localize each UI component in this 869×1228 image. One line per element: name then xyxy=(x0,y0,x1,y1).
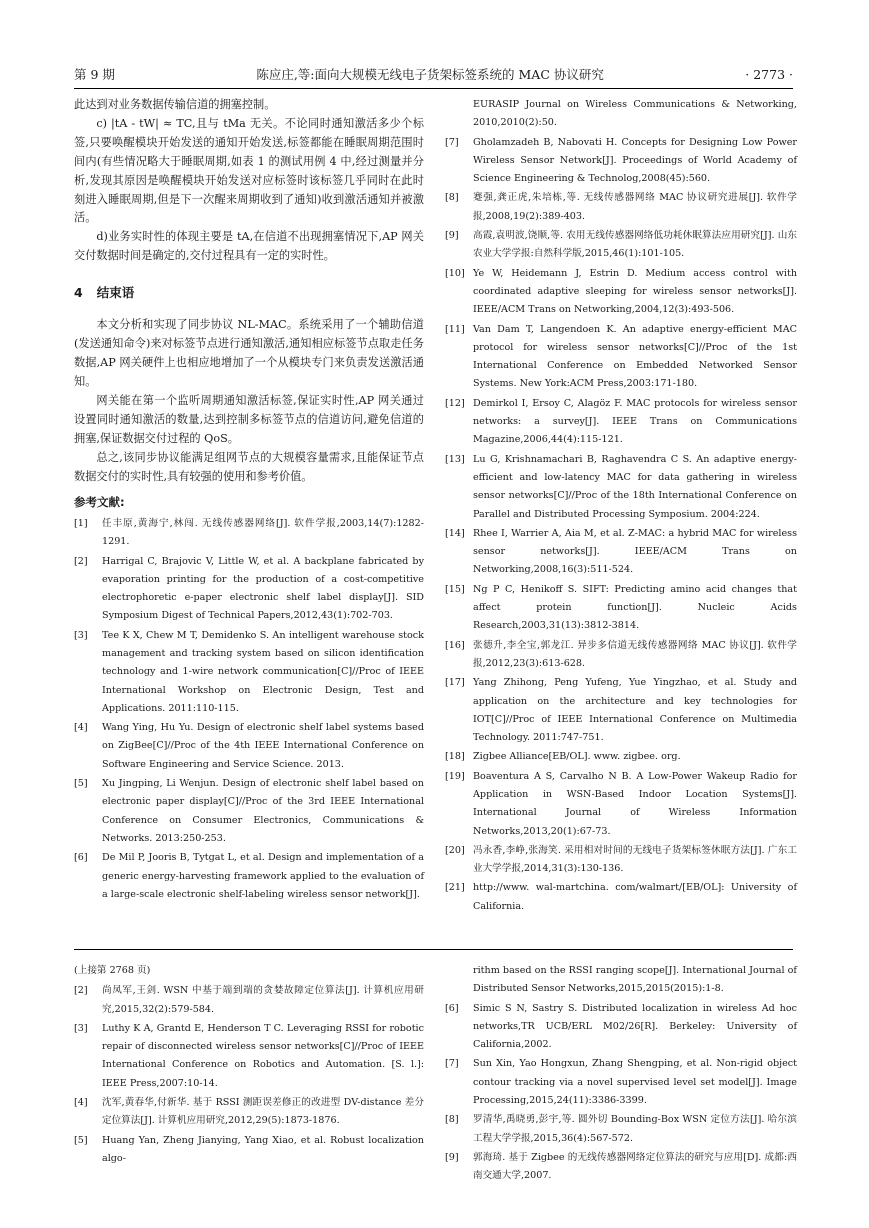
reference-item xyxy=(74,1094,424,1131)
reference-number: [20] xyxy=(445,844,465,856)
reference-item xyxy=(74,515,424,552)
conclusion-paragraph: 网关能在第一个监听周期通知激活标签,保证实时性,AP 网关通过设置同时通知激活的数量,达到控制多标签节点的信道访问,避免信道的拥塞,保证数据交付过程的 QoS。 xyxy=(74,394,424,445)
reference-text: Sun Xin, Yao Hongxun, Zhang Shengping, et al. Non-rigid object contour tracking via a novel supervised level set model[J]. Image Processing,2015,24(11):3386-3399. xyxy=(473,1058,797,1107)
reference-item xyxy=(445,842,797,879)
section-title: 结束语 xyxy=(96,285,135,301)
reference-text: Luthy K A, Grantd E, Henderson T C. Leveraging RSSI for robotic repair of disconnected wireless sensor networks[C]//Proc of IEEE International Conference on Robotics and Automation. [S. l.]: IEEE Press,2007:10-14. xyxy=(102,1022,424,1089)
reference-number: [14] xyxy=(445,527,465,539)
reference-number: [2] xyxy=(74,985,88,997)
reference-number: [10] xyxy=(445,267,465,279)
reference-item xyxy=(74,982,424,1019)
reference-item xyxy=(445,96,797,133)
reference-number xyxy=(445,962,473,999)
reference-item xyxy=(445,748,797,766)
body-paragraph: c) |tA - tW| ≈ TC,且与 tMa 无关。不论同时通知激活多少个标签,只要唤醒模块开始发送的通知开始发送,标签都能在睡眠周期范围时间内(有些情况略大于睡眠周期,如表 1 的测试用例 4 中,经过测量并分析,发现其原因是唤醒模块开始发送对应标签时该标签几乎同时在此时刻进入睡眠周期,但是下一次醒来周期收到了通知)收到激活通知并被激活。 xyxy=(74,116,424,225)
reference-item xyxy=(445,1000,797,1055)
reference-text: 高霞,袁明波,饶顺,等. 农用无线传感器网络低功耗休眠算法应用研究[J]. 山东农业大学学报:自然科学版,2015,46(1):101-105. xyxy=(473,230,797,260)
right-column xyxy=(445,96,797,917)
reference-number: [12] xyxy=(445,397,465,409)
page-header xyxy=(74,62,793,86)
reference-text: Xu Jingping, Li Wenjun. Design of electronic shelf label based on electronic paper display[C]//Proc of the 3rd IEEE International Conference on Consumer Electronics, Communications & Networks. 2013:250-253. xyxy=(102,778,424,844)
reference-text: Yang Zhihong, Peng Yufeng, Yue Yingzhao, et al. Study and application on the architecture and key technologies for IOT[C]//Proc of IEEE International Conference on Multimedia Technology. 2011:747-751. xyxy=(473,677,797,744)
section-heading xyxy=(74,284,424,302)
reference-item xyxy=(445,581,797,636)
reference-number: [13] xyxy=(445,453,465,465)
reference-number: [3] xyxy=(74,1022,88,1034)
reference-item xyxy=(74,849,424,904)
reference-number: [1] xyxy=(74,517,88,529)
reference-text: Demirkol I, Ersoy C, Alagöz F. MAC protocols for wireless sensor networks: a survey[J]. IEEE Trans on Communications Magazine,2006,44(4):115-121. xyxy=(473,397,797,446)
reference-item xyxy=(74,627,424,718)
reference-text: Ng P C, Henikoff S. SIFT: Predicting amino acid changes that affect protein function[J]. Nucleic Acids Research,2003,31(13):3812-3814. xyxy=(473,583,797,632)
reference-number: [5] xyxy=(74,1134,88,1146)
reference-item xyxy=(74,1020,424,1093)
reference-number: [4] xyxy=(74,1097,88,1109)
reference-number: [15] xyxy=(445,583,465,595)
reference-number: [9] xyxy=(445,1151,459,1163)
reference-list xyxy=(445,96,797,916)
reference-number: [6] xyxy=(445,1002,459,1014)
reference-text: De Mil P, Jooris B, Tytgat L, et al. Design and implementation of a generic energy-harvesting framework applied to the evaluation of a large-scale electronic shelf-labeling wireless sensor network[J]. xyxy=(102,852,424,900)
reference-item xyxy=(445,1149,797,1186)
reference-text: http://www. wal-martchina. com/walmart/[EB/OL]: University of California. xyxy=(473,882,797,912)
left-column xyxy=(74,96,424,905)
reference-text: 罗清华,禹晓勇,彭宇,等. 圆外切 Bounding-Box WSN 定位方法[J]. 哈尔滨工程大学学报,2015,36(4):567-572. xyxy=(473,1114,797,1144)
reference-number: [5] xyxy=(74,778,88,790)
header-rule xyxy=(74,88,793,89)
continuation-note: (上接第 2768 页) xyxy=(74,965,151,976)
reference-item xyxy=(74,775,424,848)
reference-number: [18] xyxy=(445,751,465,763)
reference-list xyxy=(445,962,797,1186)
reference-text: 任丰原,黄海宁,林闯. 无线传感器网络[J]. 软件学报,2003,14(7):1282-1291. xyxy=(102,517,424,548)
reference-list xyxy=(74,515,424,904)
reference-number xyxy=(445,96,473,133)
reference-item xyxy=(445,525,797,580)
reference-text: Ye W, Heidemann J, Estrin D. Medium access control with coordinated adaptive sleeping for wireless sensor networks[J]. IEEE/ACM Trans on Networking,2004,12(3):493-506. xyxy=(473,267,797,316)
reference-number: [4] xyxy=(74,722,88,734)
reference-number: [19] xyxy=(445,770,465,782)
reference-number: [8] xyxy=(445,192,459,204)
reference-item xyxy=(445,962,797,999)
reference-item xyxy=(74,719,424,774)
reference-number: [9] xyxy=(445,230,459,242)
reference-item xyxy=(74,1132,424,1169)
conclusion-paragraph: 本文分析和实现了同步协议 NL-MAC。系统采用了一个辅助信道(发送通知命令)来对标签节点进行通知激活,通知相应标签节点取走任务数据,AP 网关硬件上也相应地增加了一个从模块专门来负责发送激活通知。 xyxy=(74,318,424,389)
reference-text: 冯永香,李峥,张海笑. 采用相对时间的无线电子货架标签休眠方法[J]. 广东工业大学学报,2014,31(3):130-136. xyxy=(473,844,797,875)
reference-text: Simic S N, Sastry S. Distributed localization in wireless Ad hoc networks,TR UCB/ERL M02/26[R]. Berkeley: University of California,2002. xyxy=(473,1002,797,1051)
reference-item xyxy=(445,451,797,524)
reference-text: 蹇强,龚正虎,朱培栋,等. 无线传感器网络 MAC 协议研究进展[J]. 软件学报,2008,19(2):389-403. xyxy=(473,192,797,222)
reference-number: [6] xyxy=(74,852,88,864)
reference-text: 沈军,黄春华,付新华. 基于 RSSI 测距误差修正的改进型 DV-distance 差分定位算法[J]. 计算机应用研究,2012,29(5):1873-1876. xyxy=(102,1097,424,1127)
reference-item xyxy=(445,879,797,916)
reference-number: [7] xyxy=(445,1058,459,1070)
reference-text: 张德升,李全宝,郭龙江. 异步多信道无线传感器网络 MAC 协议[J]. 软件学报,2012,23(3):613-628. xyxy=(473,639,797,669)
reference-text: EURASIP Journal on Wireless Communications & Networking, 2010,2010(2):50. xyxy=(473,99,797,129)
body-paragraph: 此达到对业务数据传输信道的拥塞控制。 xyxy=(74,98,276,111)
reference-item xyxy=(445,189,797,226)
reference-number: [8] xyxy=(445,1114,459,1126)
reference-number: [16] xyxy=(445,639,465,651)
reference-item xyxy=(74,553,424,626)
reference-text: Rhee I, Warrier A, Aia M, et al. Z-MAC: a hybrid MAC for wireless sensor networks[J]. IEEE/ACM Trans on Networking,2008,16(3):511-524. xyxy=(473,527,797,576)
references-heading: 参考文献: xyxy=(74,494,125,509)
body-paragraph: d)业务实时性的体现主要是 tA,在信道不出现拥塞情况下,AP 网关交付数据时间是确定的,交付过程具有一定的实时性。 xyxy=(74,230,424,263)
conclusion-paragraph: 总之,该同步协议能满足组网节点的大规模容量需求,且能保证节点数据交付的实时性,具有较强的使用和参考价值。 xyxy=(74,450,424,483)
reference-text: Lu G, Krishnamachari B, Raghavendra C S. An adaptive energy-efficient and low-latency MAC for data gathering in wireless sensor networks[C]//Proc of the 18th International Conference on Parallel and Distributed Processing Symposium. 2004:224. xyxy=(473,453,797,520)
running-title: 陈应庄,等:面向大规模无线电子货架标签系统的 MAC 协议研究 xyxy=(256,67,604,82)
page-number: · 2773 · xyxy=(745,66,793,82)
reference-number: [11] xyxy=(445,323,465,335)
reference-number: [7] xyxy=(445,136,459,148)
reference-item xyxy=(445,321,797,394)
reference-list xyxy=(74,982,424,1168)
reference-item xyxy=(445,674,797,747)
reference-item xyxy=(445,227,797,264)
reference-item xyxy=(445,768,797,841)
reference-item xyxy=(445,395,797,450)
bottom-left-column xyxy=(74,962,424,1169)
reference-number: [2] xyxy=(74,555,88,567)
bottom-right-column xyxy=(445,962,797,1187)
reference-text: 郭海琦. 基于 Zigbee 的无线传感器网络定位算法的研究与应用[D]. 成都:西南交通大学,2007. xyxy=(473,1151,797,1182)
reference-item xyxy=(445,265,797,320)
reference-text: Gholamzadeh B, Nabovati H. Concepts for Designing Low Power Wireless Sensor Network[J]. Proceedings of World Academy of Science Engineering & Technolog,2008(45):560. xyxy=(473,136,797,185)
issue-number: 第 9 期 xyxy=(74,67,115,82)
reference-text: Boaventura A S, Carvalho N B. A Low-Power Wakeup Radio for Application in WSN-Based Indoor Location Systems[J]. International Journal of Wireless Information Networks,2013,20(1):67-73. xyxy=(473,770,797,837)
reference-text: Wang Ying, Hu Yu. Design of electronic shelf label systems based on ZigBee[C]//Proc of the 4th IEEE International Conference on Software Engineering and Service Science. 2013. xyxy=(102,722,424,770)
reference-text: Van Dam T, Langendoen K. An adaptive energy-efficient MAC protocol for wireless sensor networks[C]//Proc of the 1st International Conference on Embedded Networked Sensor Systems. New York:ACM Press,2003:171-180. xyxy=(473,323,797,390)
reference-item xyxy=(445,1055,797,1110)
section-number: 4 xyxy=(74,285,83,301)
reference-text: rithm based on the RSSI ranging scope[J]. International Journal of Distributed Sensor Networks,2015,2015(2015):1-8. xyxy=(473,965,797,995)
reference-text: Harrigal C, Brajovic V, Little W, et al. A backplane fabricated by evaporation printing for the production of a cost-competitive electrophoretic e-paper electronic shelf label display[J]. SID Symposium Digest of Technical Papers,2012,43(1):702-703. xyxy=(102,555,424,622)
reference-text: Tee K X, Chew M T, Demidenko S. An intelligent warehouse stock management and tracking system based on silicon identification technology and 1-wire network communication[C]//Proc of IEEE International Workshop on Electronic Design, Test and Applications. 2011:110-115. xyxy=(102,629,424,714)
reference-item xyxy=(445,134,797,189)
section-separator xyxy=(74,949,793,950)
reference-item xyxy=(445,1111,797,1148)
reference-number: [21] xyxy=(445,882,465,894)
reference-number: [3] xyxy=(74,629,88,641)
reference-text: Zigbee Alliance[EB/OL]. www. zigbee. org. xyxy=(473,751,681,763)
reference-text: 尚凤军,王剑. WSN 中基于端到端的贪婪故障定位算法[J]. 计算机应用研究,2015,32(2):579-584. xyxy=(102,985,424,1015)
reference-number: [17] xyxy=(445,677,465,689)
reference-text: Huang Yan, Zheng Jianying, Yang Xiao, et al. Robust localization algo- xyxy=(102,1134,424,1164)
reference-item xyxy=(445,637,797,674)
